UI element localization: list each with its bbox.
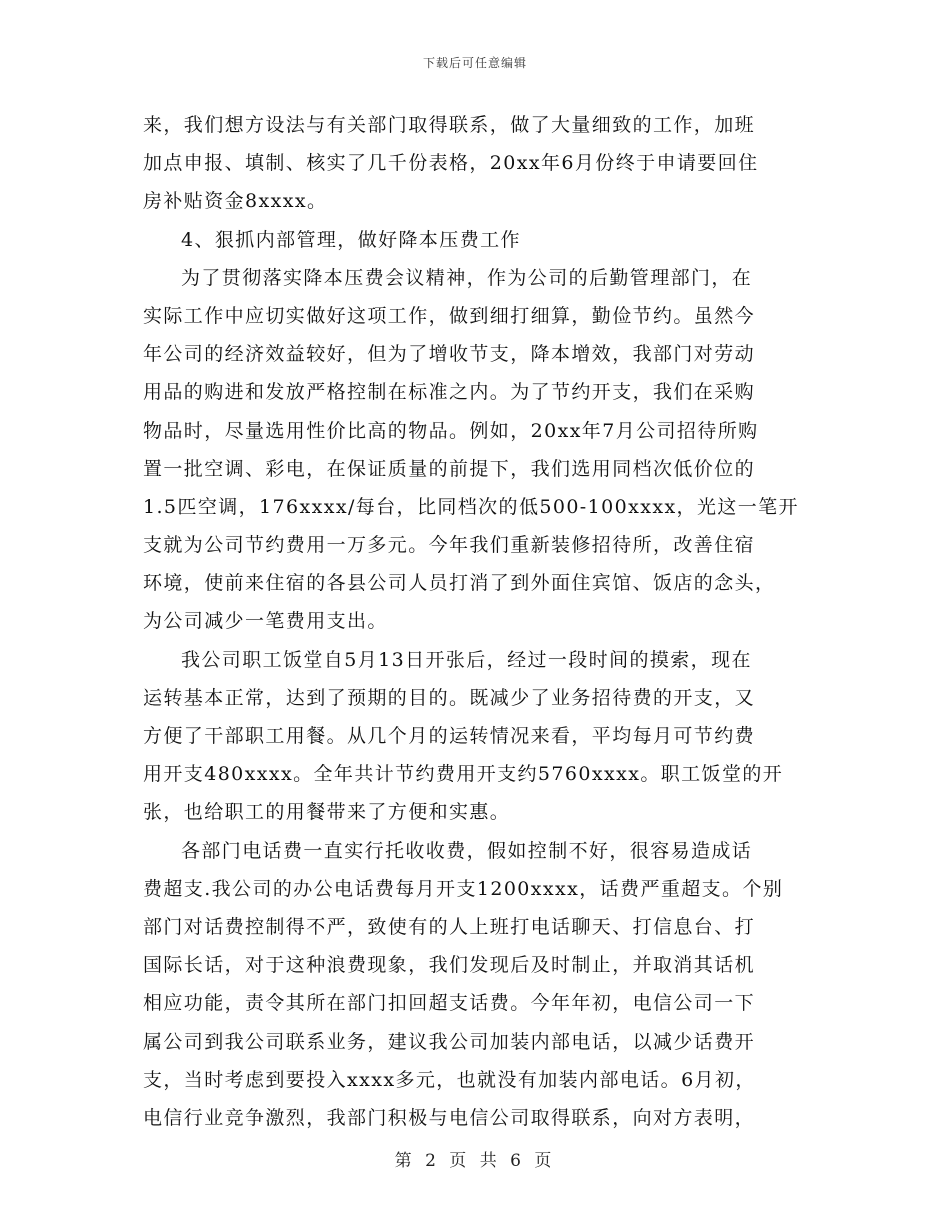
- text-line: 1.5匹空调，176xxxx/每台，比同档次的低500-100xxxx，光这一笔开: [143, 495, 799, 518]
- text-line: 支，当时考虑到要投入xxxx多元，也就没有加装内部电话。6月初，: [143, 1068, 756, 1091]
- text-line: 我公司职工饭堂自5月13日开张后，经过一段时间的摸索，现在: [181, 648, 752, 671]
- text-line: 房补贴资金8xxxx。: [143, 190, 328, 213]
- text-line: 为公司减少一笔费用支出。: [143, 610, 388, 633]
- text-line: 环境，使前来住宿的各县公司人员打消了到外面住宾馆、饭店的念头，: [143, 572, 776, 595]
- section-heading: 4、狠抓内部管理，做好降本压费工作: [181, 228, 521, 251]
- text-line: 物品时，尽量选用性价比高的物品。例如，20xx年7月公司招待所购: [143, 419, 759, 442]
- text-line: 置一批空调、彩电，在保证质量的前提下，我们选用同档次低价位的: [143, 457, 756, 480]
- text-line: 国际长话，对于这种浪费现象，我们发现后及时制止，并取消其话机: [143, 954, 756, 977]
- text-line: 来，我们想方设法与有关部门取得联系，做了大量细致的工作，加班: [143, 114, 756, 136]
- page-header: 下载后可任意编辑: [422, 56, 527, 70]
- text-line: 部门对话费控制得不严，致使有的人上班打电话聊天、打信息台、打: [143, 915, 756, 938]
- text-line: 年公司的经济效益较好，但为了增收节支，降本增效，我部门对劳动: [143, 343, 756, 366]
- text-line: 张，也给职工的用餐带来了方便和实惠。: [143, 801, 511, 824]
- text-line: 方便了干部职工用餐。从几个月的运转情况来看，平均每月可节约费: [143, 725, 756, 747]
- text-line: 用开支480xxxx。全年共计节约费用开支约5760xxxx。职工饭堂的开: [143, 763, 784, 786]
- text-line: 费超支.我公司的办公电话费每月开支1200xxxx，话费严重超支。个别: [143, 877, 784, 900]
- text-line: 各部门电话费一直实行托收收费，假如控制不好，很容易造成话: [181, 839, 753, 862]
- text-line: 加点申报、填制、核实了几千份表格，20xx年6月份终于申请要回住: [143, 152, 759, 175]
- document-body: [143, 106, 813, 1137]
- text-line: 实际工作中应切实做好这项工作，做到细打细算，勤俭节约。虽然今: [143, 304, 756, 327]
- text-line: 电信行业竞争激烈，我部门积极与电信公司取得联系，向对方表明，: [143, 1106, 756, 1129]
- text-line: 相应功能，责令其所在部门扣回超支话费。今年年初，电信公司一下: [143, 992, 756, 1015]
- text-line: 支就为公司节约费用一万多元。今年我们重新装修招待所，改善住宿: [143, 534, 756, 557]
- text-line: 为了贯彻落实降本压费会议精神，作为公司的后勤管理部门，在: [181, 266, 753, 289]
- text-line: 属公司到我公司联系业务，建议我公司加装内部电话，以减少话费开: [143, 1030, 756, 1053]
- page-number-footer: 第 2 页 共 6 页: [394, 1151, 556, 1171]
- text-line: 用品的购进和发放严格控制在标准之内。为了节约开支，我们在采购: [143, 381, 756, 404]
- text-line: 运转基本正常，达到了预期的目的。既减少了业务招待费的开支，又: [143, 686, 756, 709]
